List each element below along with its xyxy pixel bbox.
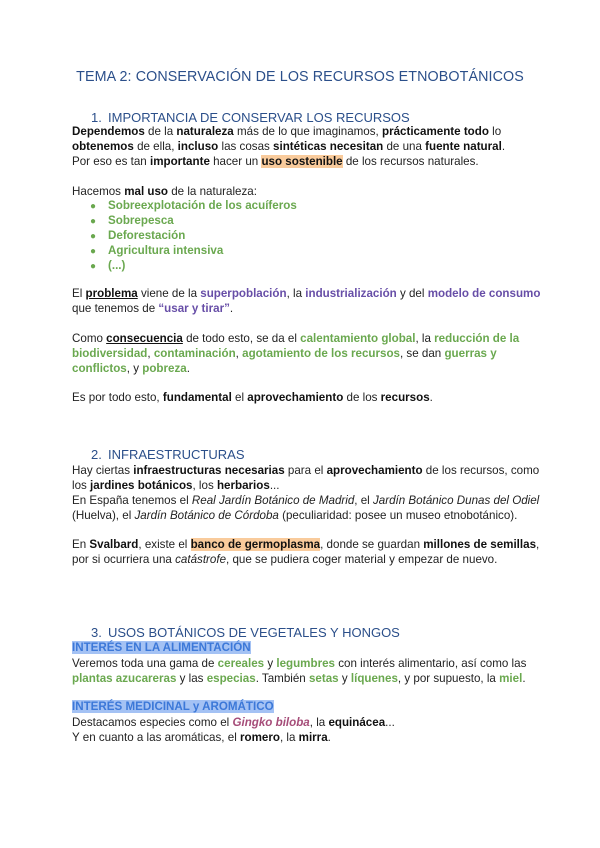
list-item-text: Sobreexplotación de los acuíferos: [108, 199, 297, 212]
text: , se dan: [399, 347, 445, 360]
text-underlined: consecuencia: [106, 332, 183, 345]
s2-line-2: [72, 478, 279, 493]
text: de una: [383, 140, 426, 153]
bullet-icon: ●: [90, 261, 97, 272]
text-bold: equinácea: [328, 716, 386, 729]
text: .: [229, 302, 234, 315]
text: Y en cuanto a las aromáticas, el: [72, 731, 240, 744]
text-bold: aprovechamiento: [247, 391, 344, 404]
section-1-number: 1.: [91, 110, 102, 125]
s3-line-2: [72, 671, 526, 686]
text-bold: incluso: [177, 140, 219, 153]
text-green: miel: [499, 672, 523, 685]
s1-line-6: [72, 301, 233, 316]
text-bold: sintéticas necesitan: [273, 140, 384, 153]
section-2-heading: [91, 447, 245, 462]
section-1-heading: [91, 110, 410, 125]
text: , y: [126, 362, 143, 375]
text: ,: [147, 347, 154, 360]
text-bold: Dependemos: [72, 125, 145, 138]
text: En: [72, 538, 90, 551]
text-bold: romero: [240, 731, 280, 744]
subheading-alimentacion: INTERÉS EN LA ALIMENTACIÓN: [72, 641, 251, 654]
s1-line-2: [72, 139, 505, 154]
text: y las: [176, 672, 207, 685]
s2-line-1: [72, 463, 539, 478]
bullet-icon: ●: [90, 246, 97, 257]
text: Hay ciertas: [72, 464, 134, 477]
list-item: [90, 258, 297, 273]
text: .: [501, 140, 506, 153]
text-purple: superpoblación: [200, 287, 287, 300]
section-1-title: IMPORTANCIA DE CONSERVAR LOS RECURSOS: [108, 110, 410, 125]
text-italic: Jardín Botánico de Córdoba: [134, 509, 279, 522]
text: viene de la: [137, 287, 201, 300]
text: Destacamos especies como el: [72, 716, 233, 729]
text: , existe el: [138, 538, 191, 551]
bullet-icon: ●: [90, 231, 97, 242]
list-item-text: Agricultura intensiva: [108, 244, 224, 257]
section-3-title: USOS BOTÁNICOS DE VEGETALES Y HONGOS: [108, 625, 400, 640]
s1-line-9: [72, 361, 190, 376]
text: de la: [144, 125, 177, 138]
mal-uso-list: [90, 198, 297, 273]
text-green: legumbres: [276, 657, 335, 670]
s3-line-1: [72, 656, 526, 671]
list-item-text: Deforestación: [108, 229, 186, 242]
highlight-banco-germoplasma: banco de germoplasma: [190, 538, 321, 551]
text: las cosas: [218, 140, 274, 153]
text: ,: [235, 347, 243, 360]
s3-subheading-2: [72, 699, 274, 714]
text-green: cereales: [217, 657, 265, 670]
text: de ella,: [133, 140, 178, 153]
text: lo: [488, 125, 502, 138]
text-green: guerras y: [444, 347, 497, 360]
text: de los: [343, 391, 381, 404]
list-item: [90, 198, 297, 213]
s3-line-3: [72, 715, 395, 730]
text-green: reducción de la: [434, 332, 520, 345]
text: de los recursos naturales.: [342, 155, 479, 168]
text: , la: [286, 287, 306, 300]
text-bold: Svalbard: [89, 538, 139, 551]
text-species: Gingko biloba: [232, 716, 310, 729]
text: el: [231, 391, 248, 404]
s2-line-6: [72, 552, 497, 567]
section-3-number: 3.: [91, 625, 102, 640]
text-green: contaminación: [153, 347, 236, 360]
s1-line-4: [72, 184, 257, 199]
s1-line-1: [72, 124, 501, 139]
list-item: [90, 243, 297, 258]
s2-line-4: [72, 508, 517, 523]
s3-subheading-1: [72, 640, 251, 655]
text-purple: modelo de consumo: [427, 287, 541, 300]
text-bold: fuente natural: [425, 140, 502, 153]
text-purple: “usar y tirar”: [158, 302, 230, 315]
text-bold: mal uso: [124, 185, 169, 198]
text: (peculiaridad: posee un museo etnobotánico).: [278, 509, 518, 522]
text: por si ocurriera una: [72, 553, 176, 566]
text: ...: [385, 716, 395, 729]
text-green: líquenes: [350, 672, 398, 685]
text: .: [429, 391, 433, 404]
text: que tenemos de: [72, 302, 159, 315]
s3-line-4: [72, 730, 331, 745]
text-green: setas: [308, 672, 339, 685]
text: , la: [309, 716, 329, 729]
text: y del: [396, 287, 428, 300]
text: .: [522, 672, 526, 685]
s1-line-10: [72, 390, 433, 405]
text: En España tenemos el: [72, 494, 192, 507]
text: Por eso es tan: [72, 155, 150, 168]
text: , la: [415, 332, 435, 345]
section-2-title: INFRAESTRUCTURAS: [108, 447, 245, 462]
text: de todo esto, se da el: [182, 332, 301, 345]
text-bold: millones de semillas: [423, 538, 537, 551]
section-2-number: 2.: [91, 447, 102, 462]
list-item-text: (...): [108, 259, 126, 272]
text-italic: Jardín Botánico Dunas del Odiel: [372, 494, 540, 507]
text: , donde se guardan: [320, 538, 424, 551]
text: , la: [279, 731, 299, 744]
s1-line-5: [72, 286, 540, 301]
text-bold: obtenemos: [72, 140, 134, 153]
text-underlined: problema: [85, 287, 138, 300]
text: (Huelva), el: [72, 509, 135, 522]
text-bold: fundamental: [162, 391, 232, 404]
section-3-heading: [91, 625, 400, 640]
text-italic: catástrofe: [175, 553, 227, 566]
text-bold: naturaleza: [176, 125, 234, 138]
text: ...: [269, 479, 280, 492]
text-green: conflictos: [72, 362, 127, 375]
highlight-uso-sostenible: uso sostenible: [261, 155, 343, 168]
text: .: [327, 731, 331, 744]
text: , que se pudiera coger material y empezar de nuevo.: [226, 553, 498, 566]
text-bold: infraestructuras necesarias: [133, 464, 285, 477]
text: y: [338, 672, 351, 685]
text: con interés alimentario, así como las: [334, 657, 527, 670]
text: El: [72, 287, 86, 300]
text: ,: [536, 538, 540, 551]
text: , los: [192, 479, 217, 492]
text: hacer un: [209, 155, 262, 168]
list-item-text: Sobrepesca: [108, 214, 174, 227]
text-italic: Real Jardín Botánico de Madrid: [191, 494, 355, 507]
text: , el: [354, 494, 373, 507]
text-bold: jardines botánicos: [90, 479, 193, 492]
text: Como: [72, 332, 107, 345]
text: de la naturaleza:: [168, 185, 257, 198]
text-green: pobreza: [142, 362, 187, 375]
s2-line-3: [72, 493, 539, 508]
text-green: agotamiento de los recursos: [242, 347, 400, 360]
text-bold: recursos: [380, 391, 430, 404]
text-purple: industrialización: [305, 287, 397, 300]
bullet-icon: ●: [90, 216, 97, 227]
text-bold: prácticamente todo: [381, 125, 489, 138]
s1-line-8: [72, 346, 497, 361]
text-green: calentamiento global: [300, 332, 416, 345]
text: , y por supuesto, la: [397, 672, 500, 685]
list-item: [90, 213, 297, 228]
text-bold: herbarios: [216, 479, 270, 492]
list-item: [90, 228, 297, 243]
text-bold: aprovechamiento: [326, 464, 423, 477]
s1-line-7: [72, 331, 519, 346]
text: Es por todo esto,: [72, 391, 163, 404]
s1-line-3: [72, 154, 479, 169]
text: de los recursos, como: [422, 464, 540, 477]
text-bold: importante: [149, 155, 210, 168]
text: para el: [284, 464, 327, 477]
text-green: biodiversidad: [72, 347, 148, 360]
text: . También: [255, 672, 309, 685]
text-green: plantas azucareras: [72, 672, 177, 685]
subheading-medicinal: INTERÉS MEDICINAL y AROMÁTICO: [72, 700, 274, 713]
text: y: [264, 657, 277, 670]
s2-line-5: [72, 537, 539, 552]
page-title: TEMA 2: CONSERVACIÓN DE LOS RECURSOS ETNOBOTÁNICOS: [76, 69, 524, 85]
text: .: [186, 362, 190, 375]
text: Hacemos: [72, 185, 125, 198]
text-bold: mirra: [298, 731, 328, 744]
text: más de lo que imaginamos,: [233, 125, 382, 138]
text: Veremos toda una gama de: [72, 657, 218, 670]
text: los: [72, 479, 91, 492]
bullet-icon: ●: [90, 201, 97, 212]
text-green: especias: [206, 672, 256, 685]
